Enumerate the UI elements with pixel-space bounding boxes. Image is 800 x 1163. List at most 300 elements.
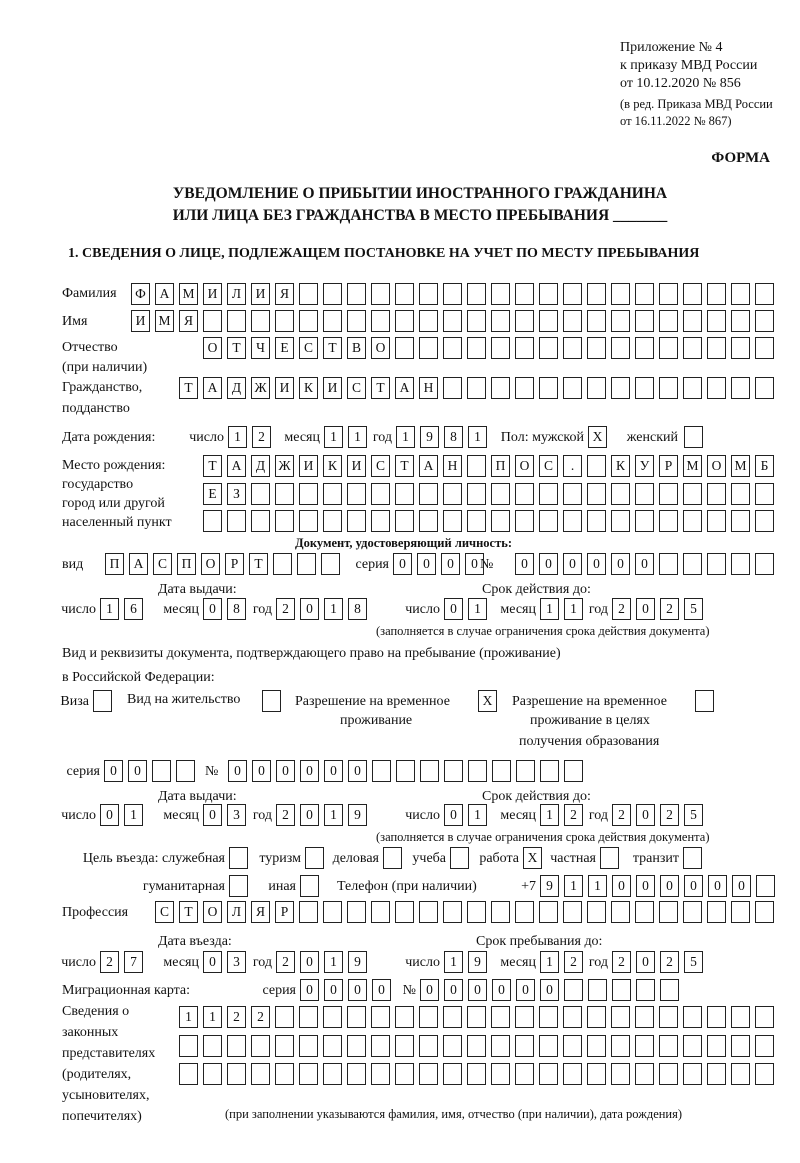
- char-box-birth-place-3[interactable]: [635, 510, 654, 532]
- char-box-name[interactable]: И: [131, 310, 150, 332]
- char-box-surname[interactable]: [515, 283, 534, 305]
- char-box-doc-kind[interactable]: С: [153, 553, 172, 575]
- char-box-surname[interactable]: [299, 283, 318, 305]
- char-box-birth-place-3[interactable]: [539, 510, 558, 532]
- char-box-stay-year[interactable]: 2: [660, 951, 679, 973]
- char-box-entry-year[interactable]: 1: [324, 951, 343, 973]
- char-box-doc-number[interactable]: 0: [515, 553, 534, 575]
- char-box-representatives-2[interactable]: [251, 1035, 270, 1057]
- char-box-right-number[interactable]: 0: [300, 760, 319, 782]
- char-box-entry-day[interactable]: 7: [124, 951, 143, 973]
- char-box-patronymic[interactable]: [707, 337, 726, 359]
- char-box-right-number[interactable]: [540, 760, 559, 782]
- char-box-birth-place-1[interactable]: [587, 455, 606, 477]
- char-box-birth-place-3[interactable]: [707, 510, 726, 532]
- char-box-phone[interactable]: 1: [564, 875, 583, 897]
- char-box-representatives-3[interactable]: [371, 1063, 390, 1085]
- char-box-patronymic[interactable]: [491, 337, 510, 359]
- char-box-profession[interactable]: О: [203, 901, 222, 923]
- char-box-patronymic[interactable]: [635, 337, 654, 359]
- char-box-name[interactable]: [275, 310, 294, 332]
- char-box-birth-place-3[interactable]: [203, 510, 222, 532]
- char-box-birth-place-3[interactable]: [563, 510, 582, 532]
- char-box-patronymic[interactable]: С: [299, 337, 318, 359]
- char-box-representatives-3[interactable]: [515, 1063, 534, 1085]
- char-box-patronymic[interactable]: [515, 337, 534, 359]
- char-box-doc-number[interactable]: 0: [611, 553, 630, 575]
- char-box-profession[interactable]: [539, 901, 558, 923]
- char-box-birth-place-1[interactable]: А: [419, 455, 438, 477]
- char-box-doc-valid-month[interactable]: 1: [564, 598, 583, 620]
- char-box-representatives-1[interactable]: [683, 1006, 702, 1028]
- char-box-mc-number[interactable]: [660, 979, 679, 1001]
- char-box-birth-place-1[interactable]: М: [731, 455, 750, 477]
- char-box-name[interactable]: [515, 310, 534, 332]
- char-box-birth-place-1[interactable]: У: [635, 455, 654, 477]
- char-box-patronymic[interactable]: Т: [227, 337, 246, 359]
- char-box-patronymic[interactable]: В: [347, 337, 366, 359]
- char-box-doc-valid-month[interactable]: 1: [540, 598, 559, 620]
- char-box-surname[interactable]: Я: [275, 283, 294, 305]
- char-box-representatives-2[interactable]: [227, 1035, 246, 1057]
- char-box-birth-place-3[interactable]: [755, 510, 774, 532]
- char-box-surname[interactable]: И: [251, 283, 270, 305]
- char-box-doc-number[interactable]: [755, 553, 774, 575]
- char-box-representatives-3[interactable]: [587, 1063, 606, 1085]
- char-box-birth-place-3[interactable]: [419, 510, 438, 532]
- char-box-patronymic[interactable]: [683, 337, 702, 359]
- char-box-birth-place-2[interactable]: [443, 483, 462, 505]
- char-box-birth-day[interactable]: 1: [228, 426, 247, 448]
- char-box-right-valid-year[interactable]: 2: [660, 804, 679, 826]
- char-box-right-series[interactable]: 0: [104, 760, 123, 782]
- char-box-doc-valid-year[interactable]: 2: [660, 598, 679, 620]
- char-box-right-valid-year[interactable]: 0: [636, 804, 655, 826]
- char-box-birth-place-2[interactable]: [659, 483, 678, 505]
- char-box-surname[interactable]: [731, 283, 750, 305]
- char-box-representatives-2[interactable]: [611, 1035, 630, 1057]
- char-box-citizenship[interactable]: [659, 377, 678, 399]
- char-box-birth-place-3[interactable]: [299, 510, 318, 532]
- char-box-doc-kind[interactable]: [321, 553, 340, 575]
- char-box-representatives-3[interactable]: [227, 1063, 246, 1085]
- char-box-stay-day[interactable]: 1: [444, 951, 463, 973]
- char-box-entry-month[interactable]: 0: [203, 951, 222, 973]
- char-box-surname[interactable]: А: [155, 283, 174, 305]
- char-box-doc-issue-year[interactable]: 2: [276, 598, 295, 620]
- char-box-name[interactable]: [707, 310, 726, 332]
- char-box-birth-place-2[interactable]: [563, 483, 582, 505]
- char-box-representatives-2[interactable]: [731, 1035, 750, 1057]
- char-box-birth-place-3[interactable]: [227, 510, 246, 532]
- char-box-birth-place-1[interactable]: Б: [755, 455, 774, 477]
- char-box-birth-place-3[interactable]: [515, 510, 534, 532]
- char-box-name[interactable]: [755, 310, 774, 332]
- char-box-birth-place-1[interactable]: .: [563, 455, 582, 477]
- char-box-doc-valid-day[interactable]: 1: [468, 598, 487, 620]
- char-box-representatives-3[interactable]: [731, 1063, 750, 1085]
- char-box-profession[interactable]: [635, 901, 654, 923]
- char-box-birth-place-3[interactable]: [323, 510, 342, 532]
- char-box-citizenship[interactable]: А: [395, 377, 414, 399]
- char-box-representatives-3[interactable]: [563, 1063, 582, 1085]
- char-box-doc-valid-day[interactable]: 0: [444, 598, 463, 620]
- char-box-birth-place-1[interactable]: С: [539, 455, 558, 477]
- char-box-right-series[interactable]: [176, 760, 195, 782]
- char-box-entry-year[interactable]: 2: [276, 951, 295, 973]
- char-box-birth-place-3[interactable]: [443, 510, 462, 532]
- char-box-name[interactable]: [467, 310, 486, 332]
- char-box-citizenship[interactable]: [467, 377, 486, 399]
- char-box-mc-series[interactable]: 0: [348, 979, 367, 1001]
- char-box-birth-place-2[interactable]: [611, 483, 630, 505]
- char-box-representatives-1[interactable]: [515, 1006, 534, 1028]
- char-box-doc-issue-year[interactable]: 1: [324, 598, 343, 620]
- char-box-representatives-1[interactable]: [707, 1006, 726, 1028]
- char-box-mc-number[interactable]: 0: [444, 979, 463, 1001]
- char-box-stay-year[interactable]: 2: [612, 951, 631, 973]
- char-box-doc-kind[interactable]: Р: [225, 553, 244, 575]
- char-box-right-number[interactable]: [516, 760, 535, 782]
- char-box-stay-day[interactable]: 9: [468, 951, 487, 973]
- char-box-doc-kind[interactable]: [297, 553, 316, 575]
- char-box-patronymic[interactable]: [611, 337, 630, 359]
- char-box-representatives-2[interactable]: [683, 1035, 702, 1057]
- char-box-name[interactable]: [371, 310, 390, 332]
- char-box-profession[interactable]: [347, 901, 366, 923]
- char-box-profession[interactable]: [515, 901, 534, 923]
- char-box-name[interactable]: [659, 310, 678, 332]
- char-box-birth-place-2[interactable]: [299, 483, 318, 505]
- char-box-right-issue-year[interactable]: 9: [348, 804, 367, 826]
- char-box-citizenship[interactable]: [515, 377, 534, 399]
- char-box-representatives-3[interactable]: [707, 1063, 726, 1085]
- char-box-patronymic[interactable]: Ч: [251, 337, 270, 359]
- char-box-mc-number[interactable]: [588, 979, 607, 1001]
- char-box-citizenship[interactable]: [539, 377, 558, 399]
- char-box-citizenship[interactable]: [731, 377, 750, 399]
- char-box-birth-place-2[interactable]: [275, 483, 294, 505]
- char-box-birth-place-2[interactable]: [515, 483, 534, 505]
- char-box-right-number[interactable]: 0: [324, 760, 343, 782]
- char-box-mc-number[interactable]: 0: [492, 979, 511, 1001]
- char-box-birth-place-2[interactable]: [395, 483, 414, 505]
- char-box-phone[interactable]: 0: [708, 875, 727, 897]
- char-box-representatives-2[interactable]: [587, 1035, 606, 1057]
- char-box-phone[interactable]: 9: [540, 875, 559, 897]
- char-box-representatives-3[interactable]: [203, 1063, 222, 1085]
- char-box-profession[interactable]: [443, 901, 462, 923]
- checkbox-purpose-work[interactable]: X: [523, 847, 542, 869]
- char-box-patronymic[interactable]: [539, 337, 558, 359]
- char-box-doc-valid-year[interactable]: 5: [684, 598, 703, 620]
- char-box-birth-place-2[interactable]: [539, 483, 558, 505]
- char-box-birth-place-2[interactable]: [491, 483, 510, 505]
- char-box-birth-place-2[interactable]: [323, 483, 342, 505]
- char-box-birth-place-3[interactable]: [275, 510, 294, 532]
- char-box-entry-day[interactable]: 2: [100, 951, 119, 973]
- char-box-patronymic[interactable]: [659, 337, 678, 359]
- char-box-representatives-1[interactable]: [371, 1006, 390, 1028]
- char-box-birth-place-3[interactable]: [371, 510, 390, 532]
- char-box-representatives-1[interactable]: [611, 1006, 630, 1028]
- char-box-representatives-3[interactable]: [683, 1063, 702, 1085]
- char-box-birth-place-1[interactable]: Т: [395, 455, 414, 477]
- char-box-doc-series[interactable]: 0: [441, 553, 460, 575]
- char-box-representatives-3[interactable]: [251, 1063, 270, 1085]
- char-box-name[interactable]: [227, 310, 246, 332]
- char-box-mc-series[interactable]: 0: [300, 979, 319, 1001]
- checkbox-visa[interactable]: [93, 690, 112, 712]
- char-box-patronymic[interactable]: Т: [323, 337, 342, 359]
- char-box-patronymic[interactable]: [731, 337, 750, 359]
- char-box-birth-place-2[interactable]: [347, 483, 366, 505]
- char-box-representatives-1[interactable]: [731, 1006, 750, 1028]
- char-box-representatives-3[interactable]: [419, 1063, 438, 1085]
- char-box-representatives-2[interactable]: [659, 1035, 678, 1057]
- char-box-profession[interactable]: [467, 901, 486, 923]
- char-box-citizenship[interactable]: [683, 377, 702, 399]
- char-box-surname[interactable]: [539, 283, 558, 305]
- char-box-birth-place-3[interactable]: [731, 510, 750, 532]
- char-box-birth-place-1[interactable]: Д: [251, 455, 270, 477]
- char-box-citizenship[interactable]: Д: [227, 377, 246, 399]
- checkbox-purpose-tourism[interactable]: [305, 847, 324, 869]
- char-box-birth-place-3[interactable]: [395, 510, 414, 532]
- char-box-representatives-3[interactable]: [755, 1063, 774, 1085]
- char-box-right-valid-day[interactable]: 0: [444, 804, 463, 826]
- char-box-birth-month[interactable]: 1: [348, 426, 367, 448]
- char-box-birth-place-1[interactable]: П: [491, 455, 510, 477]
- char-box-birth-year[interactable]: 1: [396, 426, 415, 448]
- char-box-citizenship[interactable]: [611, 377, 630, 399]
- char-box-doc-number[interactable]: 0: [563, 553, 582, 575]
- char-box-birth-year[interactable]: 1: [468, 426, 487, 448]
- checkbox-purpose-transit[interactable]: [683, 847, 702, 869]
- char-box-right-issue-day[interactable]: 0: [100, 804, 119, 826]
- char-box-representatives-2[interactable]: [347, 1035, 366, 1057]
- char-box-birth-place-1[interactable]: О: [515, 455, 534, 477]
- char-box-birth-place-3[interactable]: [251, 510, 270, 532]
- char-box-representatives-1[interactable]: [299, 1006, 318, 1028]
- char-box-doc-issue-day[interactable]: 6: [124, 598, 143, 620]
- char-box-representatives-1[interactable]: [755, 1006, 774, 1028]
- char-box-doc-kind[interactable]: Т: [249, 553, 268, 575]
- char-box-birth-place-1[interactable]: Ж: [275, 455, 294, 477]
- char-box-birth-place-2[interactable]: [419, 483, 438, 505]
- char-box-representatives-1[interactable]: [659, 1006, 678, 1028]
- char-box-name[interactable]: Я: [179, 310, 198, 332]
- char-box-representatives-1[interactable]: [347, 1006, 366, 1028]
- char-box-representatives-2[interactable]: [371, 1035, 390, 1057]
- char-box-entry-month[interactable]: 3: [227, 951, 246, 973]
- char-box-phone[interactable]: 0: [660, 875, 679, 897]
- char-box-phone[interactable]: 0: [684, 875, 703, 897]
- char-box-name[interactable]: [395, 310, 414, 332]
- char-box-surname[interactable]: [347, 283, 366, 305]
- char-box-citizenship[interactable]: С: [347, 377, 366, 399]
- char-box-citizenship[interactable]: А: [203, 377, 222, 399]
- char-box-representatives-1[interactable]: 1: [203, 1006, 222, 1028]
- char-box-profession[interactable]: [755, 901, 774, 923]
- char-box-birth-place-1[interactable]: О: [707, 455, 726, 477]
- char-box-doc-number[interactable]: [683, 553, 702, 575]
- char-box-patronymic[interactable]: [443, 337, 462, 359]
- char-box-surname[interactable]: [707, 283, 726, 305]
- char-box-doc-kind[interactable]: А: [129, 553, 148, 575]
- char-box-name[interactable]: [611, 310, 630, 332]
- char-box-stay-year[interactable]: 0: [636, 951, 655, 973]
- char-box-representatives-3[interactable]: [659, 1063, 678, 1085]
- char-box-birth-place-2[interactable]: [251, 483, 270, 505]
- char-box-right-number[interactable]: 0: [276, 760, 295, 782]
- char-box-birth-year[interactable]: 8: [444, 426, 463, 448]
- char-box-surname[interactable]: [443, 283, 462, 305]
- char-box-surname[interactable]: [563, 283, 582, 305]
- char-box-patronymic[interactable]: О: [371, 337, 390, 359]
- char-box-right-number[interactable]: [396, 760, 415, 782]
- char-box-right-issue-month[interactable]: 3: [227, 804, 246, 826]
- char-box-birth-place-1[interactable]: И: [299, 455, 318, 477]
- char-box-birth-place-2[interactable]: [371, 483, 390, 505]
- char-box-doc-number[interactable]: [659, 553, 678, 575]
- char-box-mc-number[interactable]: 0: [468, 979, 487, 1001]
- checkbox-purpose-other[interactable]: [300, 875, 319, 897]
- char-box-representatives-2[interactable]: [563, 1035, 582, 1057]
- char-box-representatives-3[interactable]: [467, 1063, 486, 1085]
- char-box-profession[interactable]: Я: [251, 901, 270, 923]
- checkbox-purpose-humanitarian[interactable]: [229, 875, 248, 897]
- char-box-right-number[interactable]: [564, 760, 583, 782]
- char-box-doc-series[interactable]: 0: [393, 553, 412, 575]
- char-box-doc-series[interactable]: 0: [465, 553, 484, 575]
- char-box-patronymic[interactable]: [419, 337, 438, 359]
- char-box-birth-place-1[interactable]: К: [323, 455, 342, 477]
- char-box-citizenship[interactable]: Т: [179, 377, 198, 399]
- char-box-birth-place-3[interactable]: [347, 510, 366, 532]
- char-box-doc-valid-year[interactable]: 2: [612, 598, 631, 620]
- char-box-name[interactable]: [731, 310, 750, 332]
- char-box-birth-year[interactable]: 9: [420, 426, 439, 448]
- char-box-representatives-3[interactable]: [635, 1063, 654, 1085]
- char-box-citizenship[interactable]: И: [323, 377, 342, 399]
- char-box-profession[interactable]: Т: [179, 901, 198, 923]
- char-box-birth-place-2[interactable]: З: [227, 483, 246, 505]
- char-box-birth-place-2[interactable]: [707, 483, 726, 505]
- char-box-representatives-1[interactable]: [443, 1006, 462, 1028]
- char-box-representatives-3[interactable]: [395, 1063, 414, 1085]
- char-box-surname[interactable]: [683, 283, 702, 305]
- char-box-right-series[interactable]: 0: [128, 760, 147, 782]
- char-box-birth-place-1[interactable]: М: [683, 455, 702, 477]
- char-box-representatives-1[interactable]: [275, 1006, 294, 1028]
- char-box-representatives-1[interactable]: 1: [179, 1006, 198, 1028]
- char-box-right-issue-day[interactable]: 1: [124, 804, 143, 826]
- char-box-mc-number[interactable]: 0: [540, 979, 559, 1001]
- char-box-birth-place-2[interactable]: [683, 483, 702, 505]
- char-box-representatives-1[interactable]: [587, 1006, 606, 1028]
- char-box-profession[interactable]: [395, 901, 414, 923]
- char-box-phone[interactable]: 1: [588, 875, 607, 897]
- char-box-representatives-1[interactable]: 2: [251, 1006, 270, 1028]
- char-box-right-valid-month[interactable]: 2: [564, 804, 583, 826]
- char-box-birth-place-2[interactable]: [731, 483, 750, 505]
- char-box-entry-year[interactable]: 9: [348, 951, 367, 973]
- char-box-birth-place-1[interactable]: Т: [203, 455, 222, 477]
- char-box-citizenship[interactable]: И: [275, 377, 294, 399]
- char-box-representatives-1[interactable]: [467, 1006, 486, 1028]
- char-box-representatives-2[interactable]: [491, 1035, 510, 1057]
- char-box-name[interactable]: М: [155, 310, 174, 332]
- checkbox-temp-edu[interactable]: [695, 690, 714, 712]
- char-box-right-issue-year[interactable]: 2: [276, 804, 295, 826]
- char-box-birth-place-2[interactable]: [635, 483, 654, 505]
- char-box-patronymic[interactable]: [467, 337, 486, 359]
- char-box-representatives-3[interactable]: [275, 1063, 294, 1085]
- char-box-surname[interactable]: [635, 283, 654, 305]
- checkbox-purpose-official[interactable]: [229, 847, 248, 869]
- char-box-doc-kind[interactable]: П: [177, 553, 196, 575]
- char-box-birth-place-1[interactable]: И: [347, 455, 366, 477]
- char-box-citizenship[interactable]: Ж: [251, 377, 270, 399]
- char-box-citizenship[interactable]: К: [299, 377, 318, 399]
- char-box-birth-place-1[interactable]: Н: [443, 455, 462, 477]
- char-box-right-number[interactable]: 0: [252, 760, 271, 782]
- char-box-birth-place-1[interactable]: Р: [659, 455, 678, 477]
- char-box-profession[interactable]: С: [155, 901, 174, 923]
- char-box-birth-place-3[interactable]: [659, 510, 678, 532]
- char-box-name[interactable]: [323, 310, 342, 332]
- char-box-representatives-2[interactable]: [203, 1035, 222, 1057]
- char-box-profession[interactable]: [299, 901, 318, 923]
- char-box-representatives-2[interactable]: [635, 1035, 654, 1057]
- char-box-patronymic[interactable]: [755, 337, 774, 359]
- char-box-citizenship[interactable]: [491, 377, 510, 399]
- char-box-surname[interactable]: [659, 283, 678, 305]
- char-box-citizenship[interactable]: [707, 377, 726, 399]
- char-box-phone[interactable]: 0: [636, 875, 655, 897]
- char-box-right-valid-month[interactable]: 1: [540, 804, 559, 826]
- char-box-name[interactable]: [539, 310, 558, 332]
- char-box-birth-month[interactable]: 1: [324, 426, 343, 448]
- char-box-representatives-3[interactable]: [539, 1063, 558, 1085]
- char-box-representatives-2[interactable]: [707, 1035, 726, 1057]
- char-box-surname[interactable]: [371, 283, 390, 305]
- char-box-citizenship[interactable]: [563, 377, 582, 399]
- char-box-phone[interactable]: [756, 875, 775, 897]
- checkbox-purpose-private[interactable]: [600, 847, 619, 869]
- char-box-representatives-1[interactable]: [323, 1006, 342, 1028]
- char-box-doc-number[interactable]: 0: [635, 553, 654, 575]
- char-box-name[interactable]: [251, 310, 270, 332]
- char-box-representatives-2[interactable]: [419, 1035, 438, 1057]
- char-box-birth-place-3[interactable]: [683, 510, 702, 532]
- char-box-profession[interactable]: [707, 901, 726, 923]
- char-box-representatives-1[interactable]: [635, 1006, 654, 1028]
- char-box-citizenship[interactable]: [635, 377, 654, 399]
- char-box-surname[interactable]: Л: [227, 283, 246, 305]
- char-box-name[interactable]: [347, 310, 366, 332]
- char-box-birth-place-3[interactable]: [587, 510, 606, 532]
- char-box-representatives-3[interactable]: [323, 1063, 342, 1085]
- char-box-doc-issue-year[interactable]: 0: [300, 598, 319, 620]
- char-box-mc-number[interactable]: 0: [420, 979, 439, 1001]
- char-box-patronymic[interactable]: [395, 337, 414, 359]
- char-box-citizenship[interactable]: Т: [371, 377, 390, 399]
- char-box-doc-number[interactable]: 0: [587, 553, 606, 575]
- char-box-surname[interactable]: [467, 283, 486, 305]
- char-box-right-number[interactable]: [444, 760, 463, 782]
